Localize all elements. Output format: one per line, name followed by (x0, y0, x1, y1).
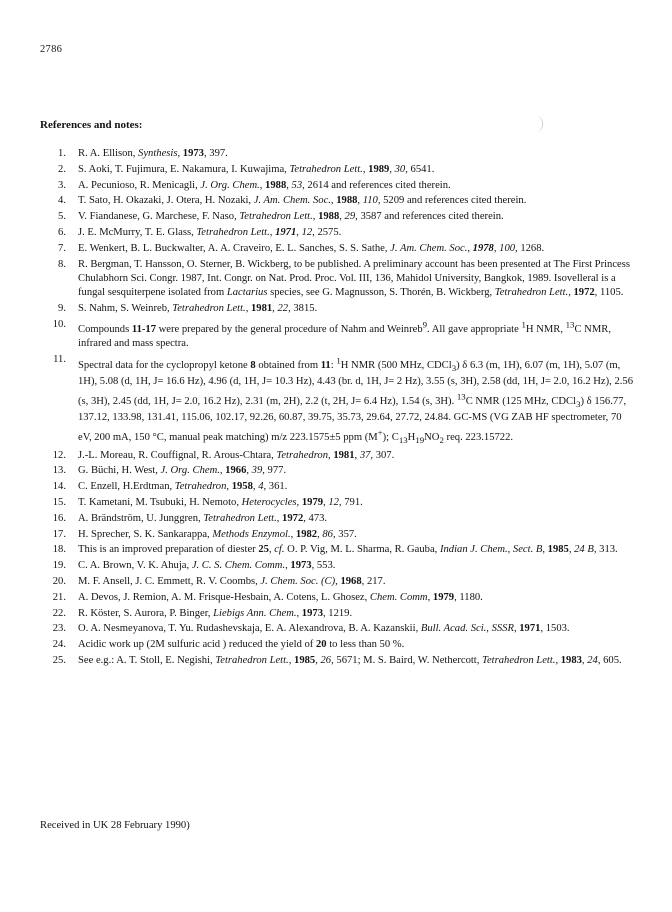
reference-number: 1. (58, 148, 66, 159)
reference-item (36, 210, 636, 224)
reference-number: 15. (52, 497, 66, 509)
reference-item (36, 607, 636, 621)
reference-item (36, 638, 636, 652)
reference-number: 8. (58, 258, 66, 270)
reference-text: See e.g.: A. T. Stoll, E. Negishi, Tetrahedron Lett., 1985, 26, 5671; M. S. Baird, W. Nethercott, Tetrahedron Lett., 1983, 24, 605. (78, 655, 622, 666)
reference-item (36, 512, 636, 526)
reference-text: S. Nahm, S. Weinreb, Tetrahedron Lett., 1981, 22, 3815. (78, 302, 318, 314)
reference-item (36, 559, 636, 573)
reference-item (36, 179, 636, 193)
reference-text: R. A. Ellison, Synthesis, 1973, 397. (78, 148, 228, 159)
reference-text: O. A. Nesmeyanova, T. Yu. Rudashevskaja, E. A. Alexandrova, B. A. Kazanskii, Bull. Acad. Sci., SSSR, 1971, 1503. (78, 623, 570, 635)
reference-number: 25. (52, 655, 66, 666)
reference-item (36, 318, 636, 352)
reference-item (36, 242, 636, 256)
reference-text: T. Sato, H. Okazaki, J. Otera, H. Nozaki, J. Am. Chem. Soc., 1988, 110, 5209 and references cited therein. (78, 195, 527, 207)
reference-number: 24. (52, 639, 66, 651)
reference-number: 20. (52, 576, 66, 588)
reference-text: V. Fiandanese, G. Marchese, F. Naso, Tetrahedron Lett., 1988, 29, 3587 and references cited therein. (78, 211, 504, 223)
reference-number: 6. (58, 226, 66, 238)
reference-text: A. Devos, J. Remion, A. M. Frisque-Hesbain, A. Cotens, L. Ghosez, Chem. Comm, 1979, 1180. (78, 591, 483, 603)
reference-number: 7. (58, 242, 66, 254)
reference-item (36, 353, 636, 447)
reference-text: R. Köster, S. Aurora, P. Binger, Liebigs Ann. Chem., 1973, 1219. (78, 607, 353, 619)
margin-bracket-mark (536, 116, 543, 132)
page-number: 2786 (40, 44, 63, 55)
reference-text: A. Brändström, U. Junggren, Tetrahedron Lett., 1972, 473. (78, 512, 328, 524)
reference-number: 5. (58, 211, 66, 223)
reference-item (36, 163, 636, 177)
reference-item (36, 496, 636, 510)
reference-item (36, 464, 636, 478)
reference-text: T. Kametani, M. Tsubuki, H. Nemoto, Heterocycles, 1979, 12, 791. (78, 497, 363, 509)
reference-item (36, 480, 636, 494)
reference-item (36, 302, 636, 316)
reference-text: G. Büchi, H. West, J. Org. Chem., 1966, 39, 977. (78, 465, 287, 477)
reference-item (36, 194, 636, 208)
reference-number: 22. (52, 607, 66, 619)
reference-text: J. E. McMurry, T. E. Glass, Tetrahedron Lett., 1971, 12, 2575. (78, 226, 342, 238)
reference-number: 19. (52, 560, 66, 572)
reference-number: 23. (52, 623, 66, 635)
reference-item (36, 449, 636, 463)
reference-text: C. A. Brown, V. K. Ahuja, J. C. S. Chem. Comm., 1973, 553. (78, 560, 336, 572)
reference-text: E. Wenkert, B. L. Buckwalter, A. A. Craveiro, E. L. Sanches, S. S. Sathe, J. Am. Chem. Soc., 1978, 100, 1268. (78, 242, 545, 254)
reference-item (36, 543, 636, 557)
reference-text: J.-L. Moreau, R. Couffignal, R. Arous-Chtara, Tetrahedron, 1981, 37, 307. (78, 449, 395, 461)
reference-item (36, 622, 636, 636)
reference-item (36, 226, 636, 240)
reference-text: This is an improved preparation of diester 25, cf. O. P. Vig, M. L. Sharma, R. Gauba, Indian J. Chem., Sect. B, 1985, 24 B, 313. (78, 544, 618, 556)
reference-number: 18. (52, 544, 66, 556)
reference-item (36, 591, 636, 605)
reference-text: S. Aoki, T. Fujimura, E. Nakamura, I. Kuwajima, Tetrahedron Lett., 1989, 30, 6541. (78, 163, 435, 175)
reference-text: A. Pecunioso, R. Menicagli, J. Org. Chem., 1988, 53, 2614 and references cited therein. (78, 179, 451, 191)
references-heading: References and notes: (40, 119, 143, 131)
reference-number: 12. (52, 449, 66, 461)
reference-text: Compounds 11-17 were prepared by the general procedure of Nahm and Weinreb$^9$. All gave appropriate $^1$H NMR, $^{13}$C NMR, infrared and mass spectra. (78, 319, 611, 350)
reference-text: M. F. Ansell, J. C. Emmett, R. V. Coombs, J. Chem. Soc. (C), 1968, 217. (78, 576, 386, 588)
reference-number: 21. (52, 591, 66, 603)
received-date: Received in UK 28 February 1990) (40, 820, 190, 831)
reference-number: 3. (58, 179, 66, 191)
reference-text: Spectral data for the cyclopropyl ketone 8 obtained from 11: $^1$H NMR (500 MHz, CDCl$_3$) δ 6.3 (m, 1H), 6.07 (m, 1H), 5.07 (m, 1H), 5.08 (d, 1H, J= 16.6 Hz), 4.96 (d, 1H, J= 10.3 Hz), 4.43 (br. d, 1H, J= 2 Hz), 3.55 (s, 3H), 2.58 (dd, 1H, J= 2.0, 16.2 Hz), 2.56 (s, 3H), 2.45 (dd, 1H, J= 2.0, 16.2 Hz), 2.31 (m, 2H), 2.2 (t, 2H, J= 6.4 Hz), 1.54 (s, 3H). $^{13}$C NMR (125 MHz, CDCl$_3$) δ 156.77, 137.12, 133.98, 131.41, 115.06, 102.17, 92.26, 60.87, 39.75, 35.73, 29.64, 27.72, 24.84. GC-MS (VG ZAB HF spectrometer, 70 eV, 200 mA, 150 °C, manual peak matching) m/z 223.1575±5 ppm (M+); $C_{13}H_{19}NO_2$ req. 223.15722. (78, 355, 634, 445)
reference-number: 13. (52, 465, 66, 477)
reference-number: 11. (53, 354, 66, 366)
reference-text: Acidic work up (2M sulfuric acid ) reduced the yield of 20 to less than 50 %. (78, 639, 405, 651)
reference-text: H. Sprecher, S. K. Sankarappa, Methods Enzymol., 1982, 86, 357. (78, 528, 357, 540)
reference-number: 16. (52, 512, 66, 524)
reference-text: R. Bergman, T. Hansson, O. Sterner, B. Wickberg, to be published. A preliminary account has been presented at The First Princess Chulabhorn Sci. Congr. 1987, Int. Congr. on Nat. Prod. Proc. Vol. III, 136, Mahidol University, Bangkok, 1989. Isovelleral is a fungal sesquiterpene isolated from Lactarius species, see G. Magnusson, S. Thorén, B. Wickberg, Tetrahedron Lett., 1972, 1105. (78, 258, 630, 298)
reference-text: C. Enzell, H.Erdtman, Tetrahedron, 1958, 4, 361. (78, 481, 288, 493)
reference-item (36, 528, 636, 542)
reference-list (36, 147, 636, 670)
reference-item (36, 575, 636, 589)
reference-number: 17. (52, 528, 66, 540)
reference-number: 10. (52, 318, 66, 330)
reference-number: 2. (58, 163, 66, 175)
reference-number: 14. (52, 481, 66, 493)
reference-item (36, 654, 636, 668)
reference-item (36, 147, 636, 161)
reference-item (36, 258, 636, 301)
reference-number: 9. (58, 302, 66, 314)
reference-number: 4. (58, 195, 66, 207)
